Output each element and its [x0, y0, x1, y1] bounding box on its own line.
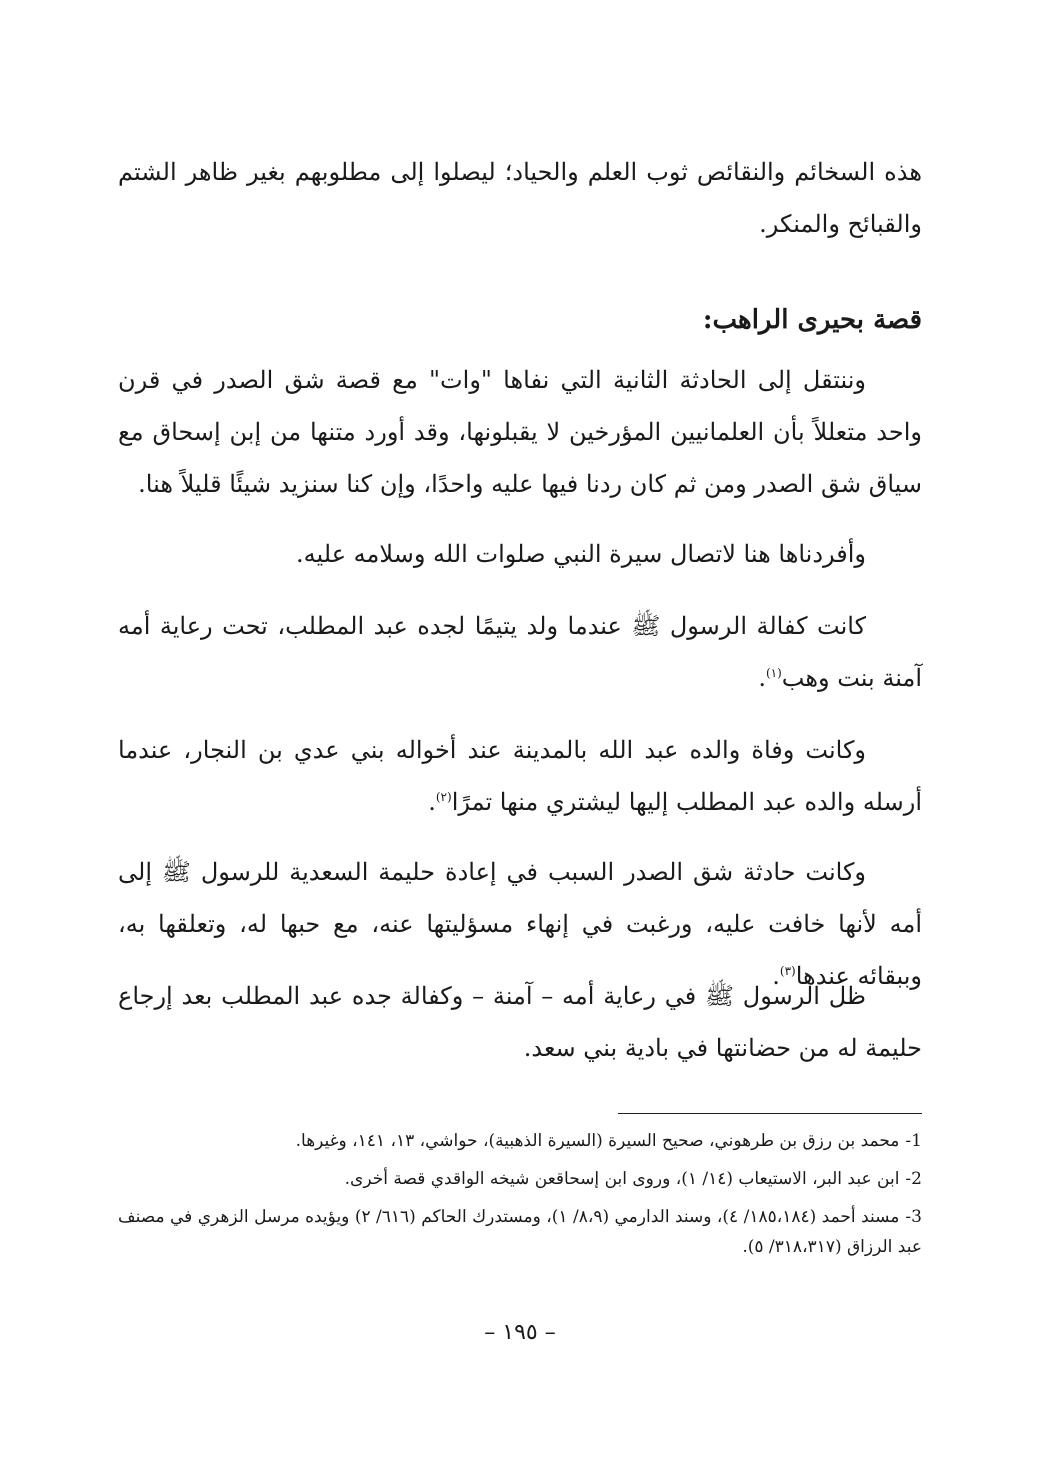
paragraph-5-end: . [428, 788, 436, 816]
footnote-2-text: ابن عبد البر، الاستيعاب (١٤/ ١)، وروى ابن إسحاقعن شيخه الواقدي قصة أخرى. [344, 1169, 900, 1189]
section-heading: قصة بحيرى الراهب: [702, 305, 922, 335]
paragraph-1-text: هذه السخائم والنقائص ثوب العلم والحياد؛ ليصلوا إلى مطلوبهم بغير ظاهر الشتم والقبائح والمنكر. [118, 158, 922, 238]
paragraph-6-text: وكانت حادثة شق الصدر السبب في إعادة حليمة السعدية للرسول ﷺ إلى أمه لأنها خافت عليه، ورغبت في إنهاء مسؤليتها عنه، مع حبها له، وتعلقها به، وببقائه عندها [118, 858, 922, 990]
footnote-2-number: 2- [905, 1169, 922, 1189]
page-number: – ١٩٥ – [484, 1320, 556, 1345]
paragraph-2-text: وننتقل إلى الحادثة الثانية التي نفاها "وات" مع قصة شق الصدر في قرن واحد متعللاً بأن العلمانيين المؤرخين لا يقبلونها، وقد أورد متنها من إبن إسحاق مع سياق شق الصدر ومن ثم كان ردنا فيها عليه واحدًا، وإن كنا سنزيد شيئًا قليلاً هنا. [118, 366, 922, 498]
paragraph-7 [118, 970, 922, 1074]
paragraph-7-text: ظل الرسول ﷺ في رعاية أمه – آمنة – وكفالة جده عبد المطلب بعد إرجاع حليمة له من حضانتها في بادية بني سعد. [118, 982, 922, 1062]
paragraph-5-text: وكانت وفاة والده عبد الله بالمدينة عند أخواله بني عدي بن النجار، عندما أرسله والده عبد المطلب إليها ليشتري منها تمرًا [118, 736, 922, 816]
footnote-2 [118, 1164, 922, 1194]
paragraph-4 [118, 600, 922, 704]
footnote-3-text: مسند أحمد (١٨٥،١٨٤/ ٤)، وسند الدارمي (٨،٩/ ١)، ومستدرك الحاكم (٦١٦/ ٢) ويؤيده مرسل الزهري في مصنف عبد الرزاق (٣١٨،٣١٧/ ٥). [118, 1207, 922, 1257]
footnote-1 [118, 1126, 922, 1156]
paragraph-4-text: كانت كفالة الرسول ﷺ عندما ولد يتيمًا لجده عبد المطلب، تحت رعاية أمه آمنة بنت وهب [118, 612, 922, 692]
paragraph-2 [118, 354, 922, 510]
paragraph-5 [118, 724, 922, 828]
paragraph-4-end: . [758, 664, 766, 692]
footnote-3-number: 3- [905, 1207, 922, 1227]
book-page [118, 0, 922, 1477]
footnote-1-number: 1- [905, 1131, 922, 1151]
footnote-ref-2[interactable]: (٢) [435, 790, 452, 804]
paragraph-3-text: وأفردناها هنا لاتصال سيرة النبي صلوات الله وسلامه عليه. [296, 540, 866, 568]
paragraph-1 [118, 146, 922, 250]
paragraph-6-end: . [772, 962, 780, 990]
footnote-3 [118, 1202, 922, 1262]
footnote-ref-1[interactable]: (١) [765, 666, 782, 680]
paragraph-3 [118, 528, 922, 580]
footnote-1-text: محمد بن رزق بن طرهوني، صحيح السيرة (السيرة الذهبية)، حواشي، ١٣، ١٤١، وغيرها. [295, 1131, 900, 1151]
footnote-ref-3[interactable]: (٣) [779, 964, 796, 978]
footnote-divider [618, 1113, 922, 1114]
